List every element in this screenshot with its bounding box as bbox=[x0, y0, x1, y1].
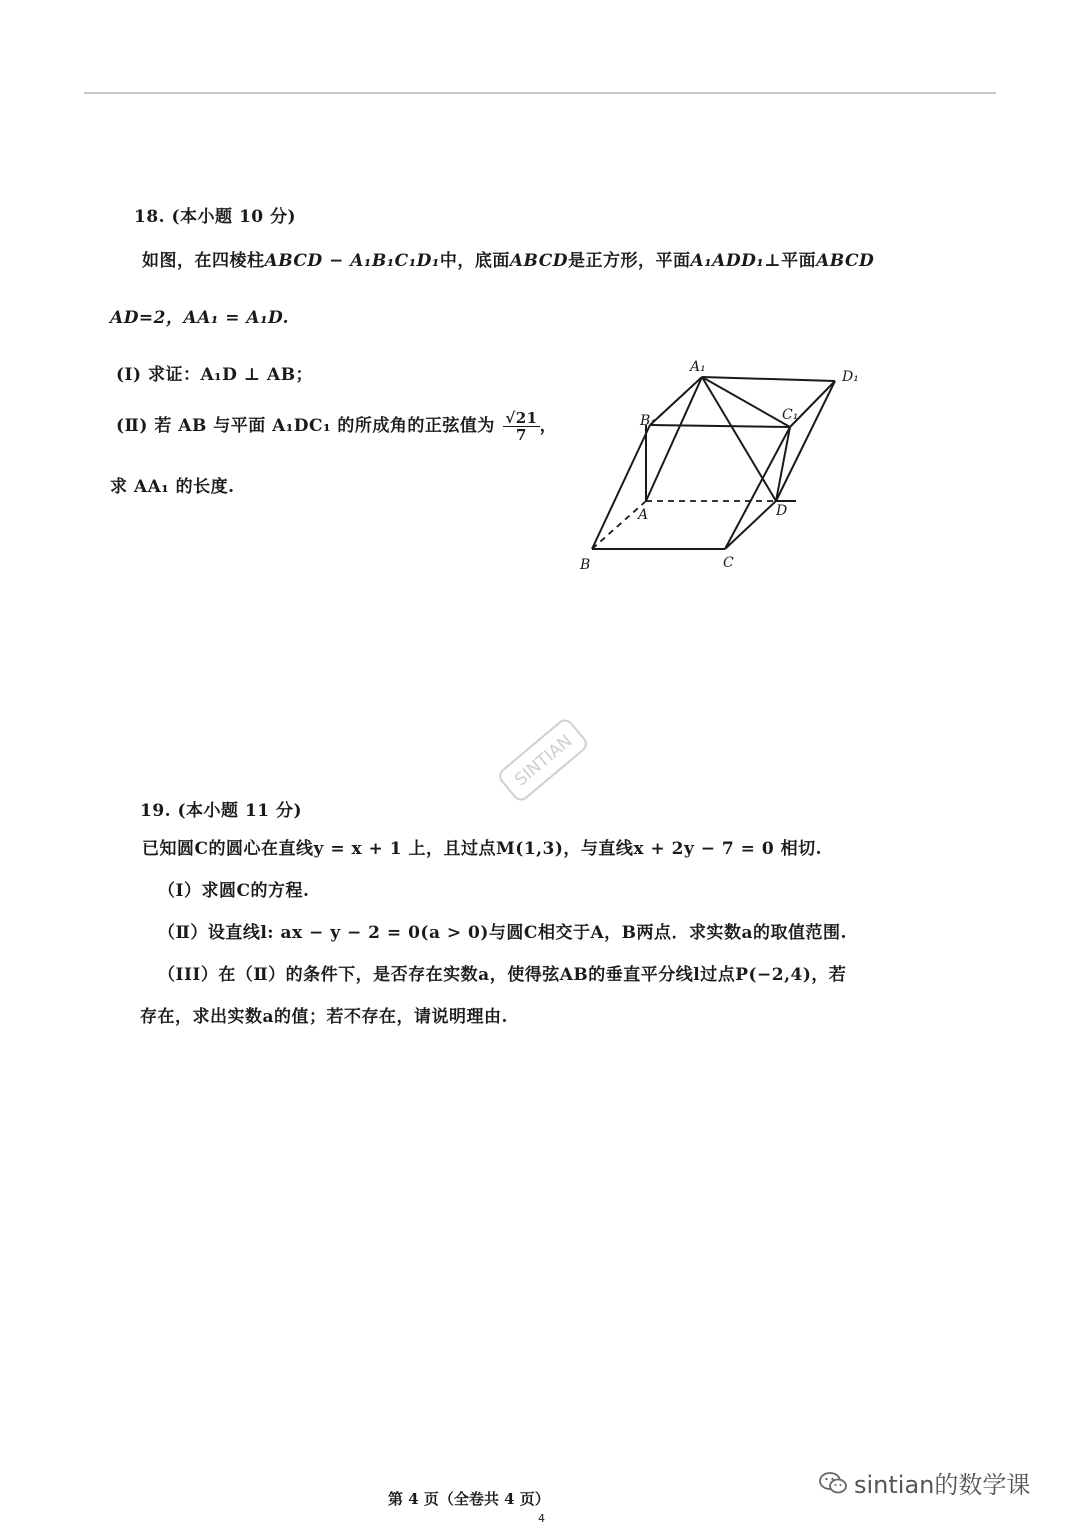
q19-intro: 已知圆C的圆心在直线y = x + 1 上，且过点M(1,3)，与直线x + 2y − 7 = 0 相切. bbox=[142, 839, 823, 859]
label-a: A bbox=[638, 507, 649, 523]
label-c: C bbox=[723, 555, 734, 571]
brand-text: sintian的数学课 bbox=[854, 1471, 1031, 1499]
q18-intro: 如图，在四棱柱ABCD − A₁B₁C₁D₁中，底面ABCD是正方形，平面A₁ADD₁⊥平面ABCD bbox=[142, 251, 875, 271]
page-number: 4 bbox=[538, 1512, 545, 1525]
edge-a1d1 bbox=[702, 377, 835, 381]
brand-mark bbox=[818, 1465, 1030, 1500]
prism-figure bbox=[570, 355, 860, 580]
q19-part3: （III）在（Ⅱ）的条件下，是否存在实数a，使得弦AB的垂直平分线l过点P(−2,4)，若 bbox=[158, 965, 847, 985]
header-rule bbox=[84, 92, 996, 94]
q19-part3-cont: 存在，求出实数a的值；若不存在，请说明理由. bbox=[140, 1007, 508, 1027]
q19-part2: （Ⅱ）设直线l: ax − y − 2 = 0(a > 0)与圆C相交于A，B两点．求实数a的取值范围. bbox=[158, 923, 847, 943]
edge-a1a bbox=[646, 377, 702, 501]
label-b1: B₁ bbox=[640, 413, 656, 429]
q18-part2: (Ⅱ) 若 AB 与平面 A₁DC₁ 的所成角的正弦值为 $\frac{√21}{7}$ ， bbox=[116, 409, 558, 444]
edge-c1b1 bbox=[650, 425, 790, 427]
label-a1: A₁ bbox=[690, 359, 706, 375]
q18-part2-ask: 求 AA₁ 的长度. bbox=[110, 477, 235, 497]
edge-b1b bbox=[592, 425, 650, 549]
watermark-stamp bbox=[488, 710, 598, 810]
q18-fraction: $\frac{√21}{7}$ bbox=[505, 409, 538, 444]
edge-a1d bbox=[702, 377, 776, 501]
label-d: D bbox=[776, 503, 788, 519]
label-d1: D₁ bbox=[842, 369, 859, 385]
edge-cd bbox=[725, 501, 776, 549]
q19-part1: （Ⅰ）求圆C的方程. bbox=[158, 881, 310, 901]
q18-header: 18. (本小题 10 分) bbox=[134, 207, 297, 227]
edge-d1d bbox=[776, 381, 835, 501]
label-b: B bbox=[580, 557, 591, 573]
edge-a1c1 bbox=[702, 377, 790, 427]
svg-text:SINTIAN: SINTIAN bbox=[511, 731, 577, 791]
page-footer: 第 4 页（全卷共 4 页） bbox=[388, 1490, 550, 1508]
q19-header: 19. (本小题 11 分) bbox=[140, 801, 303, 821]
wechat-icon bbox=[818, 1470, 848, 1496]
edge-c1c bbox=[725, 427, 790, 549]
label-c1: C₁ bbox=[782, 407, 799, 423]
q18-part1: (Ⅰ) 求证：A₁D ⊥ AB； bbox=[116, 365, 314, 385]
q18-given: AD=2，AA₁ = A₁D. bbox=[110, 308, 290, 328]
